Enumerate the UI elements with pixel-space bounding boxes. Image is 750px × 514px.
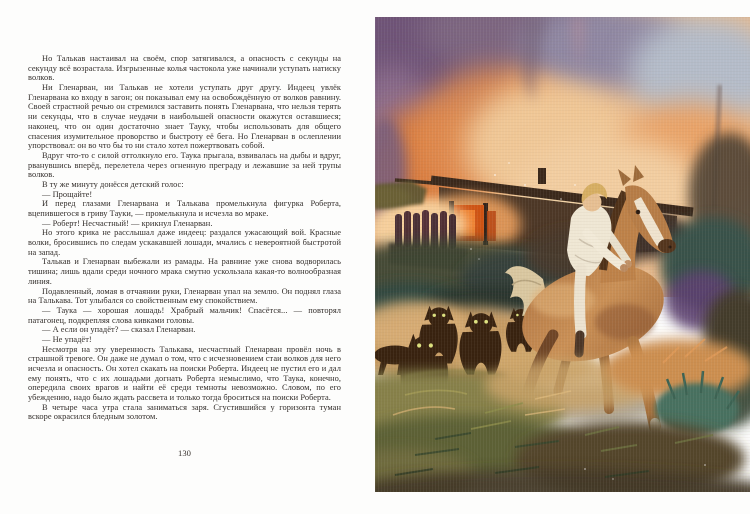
paragraph: Вдруг что-то с силой оттолкнуло его. Таука прыгала, взвивалась на дыбы и вдруг, рванувшись вперёд, перелетела через огненную преграду и лежавшие за ней трупы волков. (28, 150, 341, 180)
paragraph: Несмотря на эту уверенность Талькава, несчастный Гленарван провёл ночь в страшной тревоге. Он даже не думал о том, что с исчезновением стаи волков для него исчезла и опасность. Он хотел скакать на поиски Роберта. Индеец не пустил его и дал ему понять, что с их лошадьми догнать Роберта немыслимо, что Таука, конечно, опередила своих врагов и найти её среди темноты невозможно. Словом, по его убеждению, надо было ждать рассвета и только тогда броситься на поиски Роберта. (28, 344, 341, 403)
paragraph: Но Талькав настаивал на своём, спор затягивался, а опасность с секунды на секунду всё возрастала. Изгрызенные колья частокола уже начинали уступать натиску волков. (28, 54, 341, 83)
right-page (375, 0, 750, 514)
page-text (28, 54, 341, 446)
paragraph: Ни Гленарван, ни Талькав не хотели уступать друг другу. Индеец увлёк Гленарвана ко входу в загон; он показывал ему на освобождённую от волков равнину. Своей страстной речью он стремился заставить понять Гленарвана, что нельзя терять ни секунды, что в случае неудачи в наибольшей опасности окажутся оставшиеся; наконец, что он один достаточно знает Тауку, чтобы использовать для общего спасения изумительное проворство и быстроту её бега. Но Гленарван в ослеплении упорствовал: он во что бы то ни стало хотел пожертвовать собой. (28, 83, 341, 151)
paragraph: — Не упадёт! (42, 334, 92, 344)
paragraph: — Роберт! Несчастный! — крикнул Гленарван. (42, 218, 213, 228)
page-number: 130 (178, 448, 191, 458)
illustration (375, 17, 750, 492)
paragraph: — Таука — хорошая лошадь! Храбрый мальчик! Спасётся... — повторял патагонец, подкрепляя слова кивками головы. (28, 305, 341, 325)
paragraph: И перед глазами Гленарвана и Талькава промелькнула фигурка Роберта, вцепившегося в гриву Тауки, — промелькнула и исчезла во мраке. (28, 199, 341, 218)
paragraph: — Прощайте! (42, 189, 93, 199)
paragraph: В ту же минуту донёсся детский голос: (42, 179, 184, 189)
paragraph: Подавленный, ломая в отчаянии руки, Гленарван упал на землю. Он поднял глаза на Талькава. Тот улыбался со свойственным ему спокойствием. (28, 286, 341, 306)
paragraph: Талькав и Гленарван выбежали из рамады. На равнине уже снова водворилась тишина; лишь вдали среди ночного мрака смутно ускользала какая-то волнообразная линия. (28, 257, 341, 286)
illustration-art (375, 17, 750, 492)
paragraph: — А если он упадёт? — сказал Гленарван. (42, 325, 196, 335)
rider-boot (579, 335, 580, 353)
rider-leg (580, 269, 582, 334)
paragraph: Но этого крика не расслышал даже индеец: раздался ужасающий вой. Красные волки, бросившись по следам ускакавшей лошади, мчались с невероятной быстротой на запад. (28, 228, 341, 257)
paragraph: В четыре часа утра стала заниматься заря. Сгустившийся у горизонта туман вскоре окрасился бледным золотом. (28, 402, 341, 422)
